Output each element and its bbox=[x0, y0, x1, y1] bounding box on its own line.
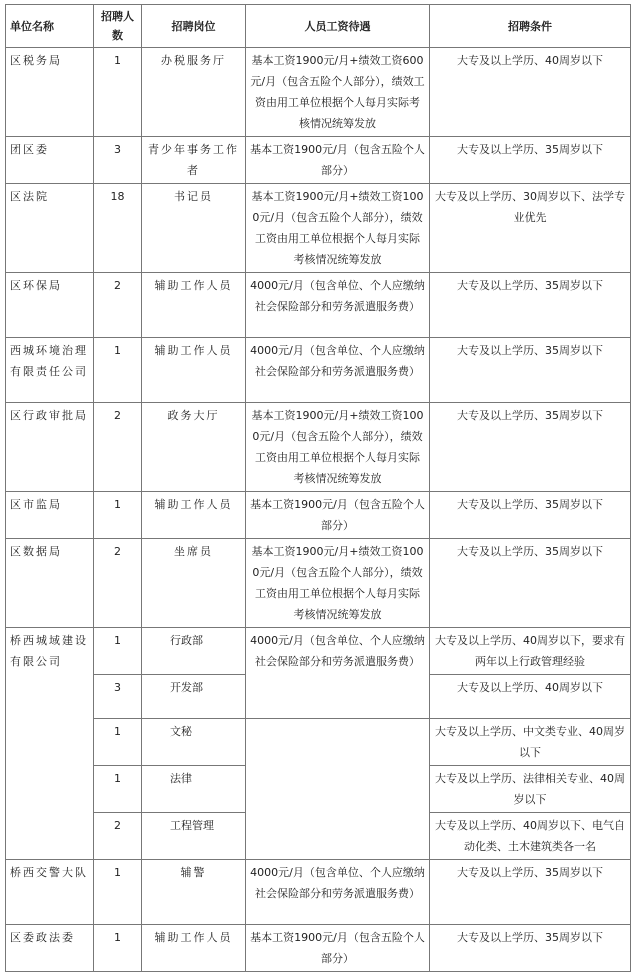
cell-salary: 4000元/月（包含单位、个人应缴纳社会保险部分和劳务派遣服务费） bbox=[246, 860, 430, 925]
cell-requirement: 大专及以上学历、35周岁以下 bbox=[430, 492, 631, 539]
table-row bbox=[6, 184, 631, 273]
cell-count: 18 bbox=[94, 184, 142, 273]
cell-salary: 4000元/月（包含单位、个人应缴纳社会保险部分和劳务派遣服务费） bbox=[246, 338, 430, 403]
cell-requirement: 大专及以上学历、中文类专业、40周岁以下 bbox=[430, 719, 631, 766]
cell-position: 辅助工作人员 bbox=[142, 925, 246, 972]
table-row bbox=[6, 48, 631, 137]
cell-unit: 区市监局 bbox=[6, 492, 94, 539]
cell-requirement: 大专及以上学历、40周岁以下，要求有两年以上行政管理经验 bbox=[430, 628, 631, 675]
cell-count: 3 bbox=[94, 137, 142, 184]
cell-salary: 基本工资1900元/月+绩效工资1000元/月（包含五险个人部分），绩效工资由用工单位根据个人每月实际考核情况统筹发放 bbox=[246, 539, 430, 628]
cell-requirement: 大专及以上学历、40周岁以下 bbox=[430, 48, 631, 137]
cell-unit: 区环保局 bbox=[6, 273, 94, 338]
cell-requirement: 大专及以上学历、35周岁以下 bbox=[430, 539, 631, 628]
cell-position: 开发部 bbox=[142, 675, 246, 719]
cell-unit: 区税务局 bbox=[6, 48, 94, 137]
cell-position: 政务大厅 bbox=[142, 403, 246, 492]
table-row bbox=[6, 338, 631, 403]
table-row bbox=[6, 628, 631, 675]
table-row bbox=[6, 539, 631, 628]
cell-requirement: 大专及以上学历、法律相关专业、40周岁以下 bbox=[430, 766, 631, 813]
cell-requirement: 大专及以上学历、30周岁以下、法学专业优先 bbox=[430, 184, 631, 273]
table-row bbox=[6, 925, 631, 972]
cell-unit: 西城环境治理有限责任公司 bbox=[6, 338, 94, 403]
cell-unit: 区法院 bbox=[6, 184, 94, 273]
cell-salary: 基本工资1900元/月（包含五险个人部分） bbox=[246, 925, 430, 972]
cell-requirement: 大专及以上学历、35周岁以下 bbox=[430, 860, 631, 925]
cell-position: 办税服务厅 bbox=[142, 48, 246, 137]
cell-unit: 区行政审批局 bbox=[6, 403, 94, 492]
table-row bbox=[6, 137, 631, 184]
header-requirement: 招聘条件 bbox=[430, 5, 631, 48]
cell-unit: 桥西交警大队 bbox=[6, 860, 94, 925]
cell-count: 1 bbox=[94, 338, 142, 403]
cell-unit: 团区委 bbox=[6, 137, 94, 184]
cell-count: 1 bbox=[94, 766, 142, 813]
header-position: 招聘岗位 bbox=[142, 5, 246, 48]
table-row bbox=[6, 273, 631, 338]
cell-count: 2 bbox=[94, 813, 142, 860]
cell-position: 法律 bbox=[142, 766, 246, 813]
table-header-row bbox=[6, 5, 631, 48]
cell-salary: 基本工资1900元/月（包含五险个人部分） bbox=[246, 492, 430, 539]
cell-unit: 区委政法委 bbox=[6, 925, 94, 972]
cell-requirement: 大专及以上学历、35周岁以下 bbox=[430, 403, 631, 492]
cell-position: 辅助工作人员 bbox=[142, 273, 246, 338]
cell-position: 辅助工作人员 bbox=[142, 338, 246, 403]
cell-requirement: 大专及以上学历、35周岁以下 bbox=[430, 137, 631, 184]
cell-position: 文秘 bbox=[142, 719, 246, 766]
cell-count: 2 bbox=[94, 273, 142, 338]
cell-position: 坐席员 bbox=[142, 539, 246, 628]
cell-position: 书记员 bbox=[142, 184, 246, 273]
cell-salary-empty bbox=[246, 719, 430, 860]
cell-position: 辅警 bbox=[142, 860, 246, 925]
cell-requirement: 大专及以上学历、35周岁以下 bbox=[430, 273, 631, 338]
cell-position: 辅助工作人员 bbox=[142, 492, 246, 539]
cell-salary: 4000元/月（包含单位、个人应缴纳社会保险部分和劳务派遣服务费） bbox=[246, 628, 430, 719]
header-unit: 单位名称 bbox=[6, 5, 94, 48]
cell-count: 2 bbox=[94, 539, 142, 628]
cell-requirement: 大专及以上学历、35周岁以下 bbox=[430, 338, 631, 403]
table-row bbox=[6, 492, 631, 539]
cell-position: 青少年事务工作者 bbox=[142, 137, 246, 184]
table-row bbox=[6, 719, 631, 766]
cell-requirement: 大专及以上学历、35周岁以下 bbox=[430, 925, 631, 972]
cell-count: 2 bbox=[94, 403, 142, 492]
cell-salary: 基本工资1900元/月+绩效工资600元/月（包含五险个人部分），绩效工资由用工单位根据个人每月实际考核情况统筹发放 bbox=[246, 48, 430, 137]
table-row bbox=[6, 860, 631, 925]
cell-unit: 区数据局 bbox=[6, 539, 94, 628]
cell-position: 工程管理 bbox=[142, 813, 246, 860]
cell-count: 1 bbox=[94, 628, 142, 675]
cell-salary: 基本工资1900元/月+绩效工资1000元/月（包含五险个人部分），绩效工资由用工单位根据个人每月实际考核情况统筹发放 bbox=[246, 184, 430, 273]
cell-requirement: 大专及以上学历、40周岁以下、电气自动化类、土木建筑类各一名 bbox=[430, 813, 631, 860]
cell-unit: 桥西城域建设有限公司 bbox=[6, 628, 94, 860]
cell-count: 1 bbox=[94, 492, 142, 539]
cell-position: 行政部 bbox=[142, 628, 246, 675]
cell-salary: 基本工资1900元/月+绩效工资1000元/月（包含五险个人部分），绩效工资由用工单位根据个人每月实际考核情况统筹发放 bbox=[246, 403, 430, 492]
cell-count: 1 bbox=[94, 48, 142, 137]
cell-salary: 4000元/月（包含单位、个人应缴纳社会保险部分和劳务派遣服务费） bbox=[246, 273, 430, 338]
cell-count: 1 bbox=[94, 925, 142, 972]
cell-requirement: 大专及以上学历、40周岁以下 bbox=[430, 675, 631, 719]
header-salary: 人员工资待遇 bbox=[246, 5, 430, 48]
cell-count: 1 bbox=[94, 719, 142, 766]
cell-count: 3 bbox=[94, 675, 142, 719]
cell-count: 1 bbox=[94, 860, 142, 925]
table-row bbox=[6, 403, 631, 492]
cell-salary: 基本工资1900元/月（包含五险个人部分） bbox=[246, 137, 430, 184]
header-count: 招聘人数 bbox=[94, 5, 142, 48]
recruitment-table bbox=[5, 4, 631, 972]
